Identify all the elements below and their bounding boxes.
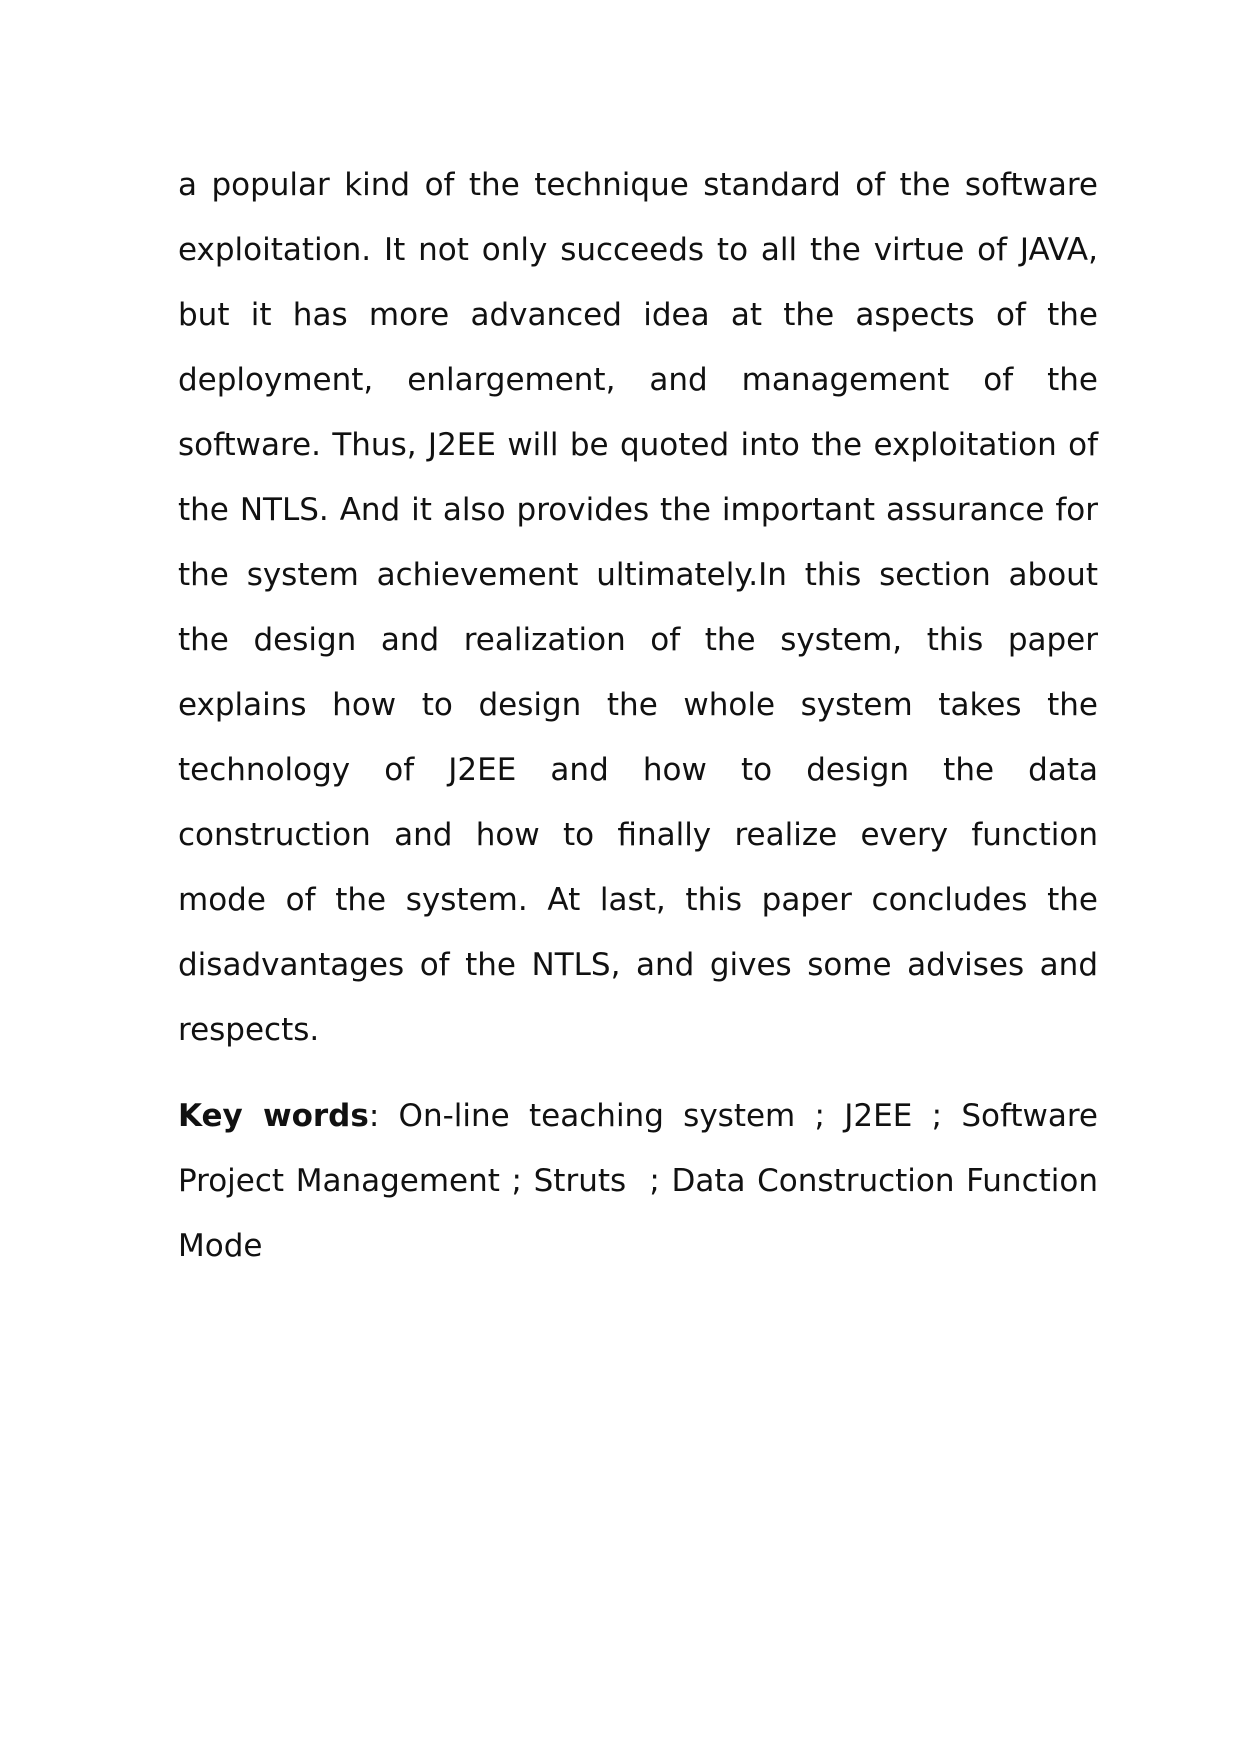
keywords-paragraph (178, 1084, 1108, 1279)
keywords-list: : On-line teaching system ; J2EE ; Software Project Management ; Struts ; Data Construction Function Mode (178, 1098, 1108, 1264)
abstract-paragraph: a popular kind of the technique standard of the software exploitation. It not only succeeds to all the virtue of JAVA, but it has more advanced idea at the aspects of the deployment, enlargement, and management of the software. Thus, J2EE will be quoted into the exploitation of the NTLS. And it also provides the important assurance for the system achievement ultimately.In this section about the design and realization of the system, this paper explains how to design the whole system takes the technology of J2EE and how to design the data construction and how to finally realize every function mode of the system. At last, this paper concludes the disadvantages of the NTLS, and gives some advises and respects. (178, 167, 1098, 1048)
abstract-text-block (178, 153, 1108, 1279)
keywords-heading: Key words (178, 1098, 369, 1134)
